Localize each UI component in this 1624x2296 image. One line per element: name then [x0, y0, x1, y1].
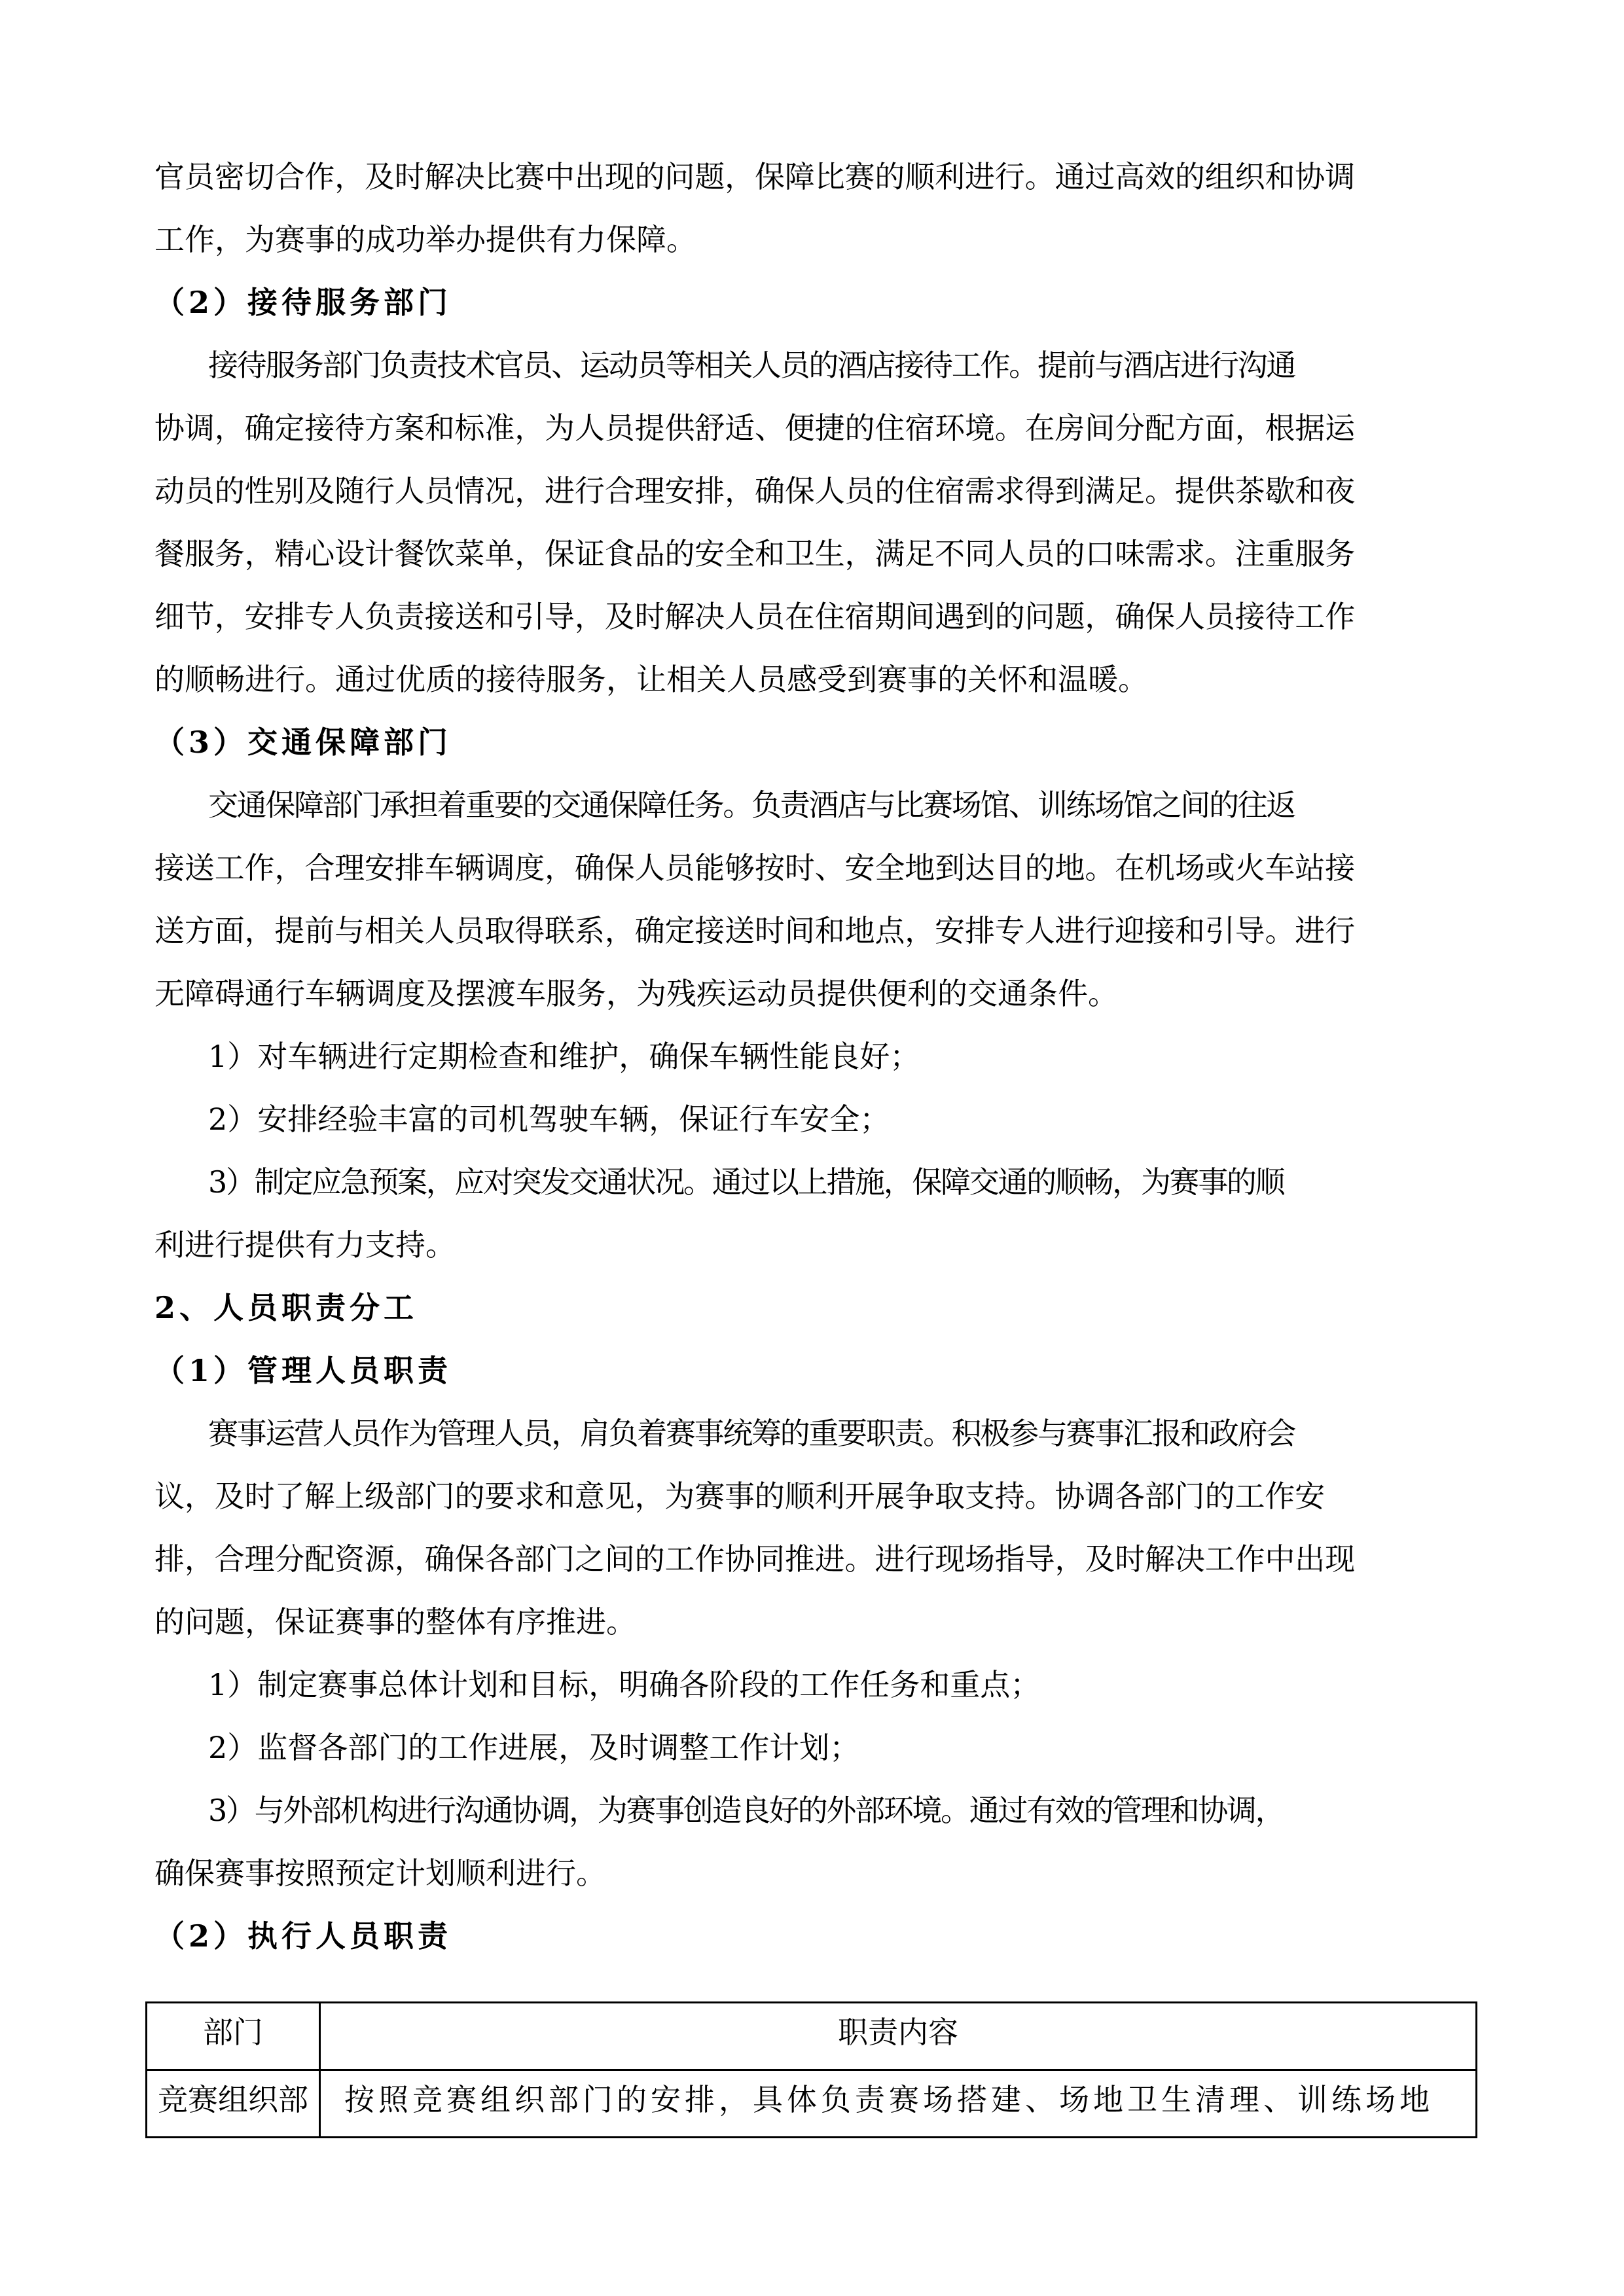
- paragraph-line: 送方面，提前与相关人员取得联系，确定接送时间和地点，安排专人进行迎接和引导。进行: [154, 913, 1356, 948]
- table-cell-duty: 按照竞赛组织部门的安排，具体负责赛场搭建、场地卫生清理、训练场地: [320, 2070, 1477, 2138]
- paragraph-line: 议，及时了解上级部门的要求和意见，为赛事的顺利开展争取支持。协调各部门的工作安: [154, 1479, 1326, 1514]
- paragraph-first-line: 接待服务部门负责技术官员、运动员等相关人员的酒店接待工作。提前与酒店进行沟通: [208, 348, 1295, 383]
- section-heading: （1）管理人员职责: [154, 1353, 452, 1388]
- table-cell-department: 竞赛组织部: [147, 2070, 320, 2138]
- section-heading: （2）执行人员职责: [154, 1918, 452, 1954]
- table-header-duty: 职责内容: [320, 2003, 1477, 2070]
- chapter-heading: 2、人员职责分工: [154, 1290, 418, 1325]
- paragraph-first-line: 3）制定应急预案，应对突发交通状况。通过以上措施，保障交通的顺畅，为赛事的顺: [208, 1164, 1284, 1200]
- paragraph-line: 动员的性别及随行人员情况，进行合理安排，确保人员的住宿需求得到满足。提供茶歇和夜: [154, 473, 1356, 509]
- paragraph-line: 协调，确定接待方案和标准，为人员提供舒适、便捷的住宿环境。在房间分配方面，根据运: [154, 410, 1356, 446]
- paragraph-line: 排，合理分配资源，确保各部门之间的工作协同推进。进行现场指导，及时解决工作中出现: [154, 1541, 1356, 1577]
- section-heading: （3）交通保障部门: [154, 725, 452, 760]
- paragraph-first-line: 2）监督各部门的工作进展，及时调整工作计划；: [208, 1730, 860, 1765]
- paragraph-line: 无障碍通行车辆调度及摆渡车服务，为残疾运动员提供便利的交通条件。: [154, 976, 1118, 1011]
- paragraph-line: 餐服务，精心设计餐饮菜单，保证食品的安全和卫生，满足不同人员的口味需求。注重服务: [154, 536, 1356, 571]
- duty-table: [145, 2001, 1477, 2138]
- paragraph-first-line: 3）与外部机构进行沟通协调，为赛事创造良好的外部环境。通过有效的管理和协调，: [208, 1793, 1284, 1828]
- paragraph-first-line: 1）制定赛事总体计划和目标，明确各阶段的工作任务和重点；: [208, 1667, 1041, 1702]
- paragraph-first-line: 交通保障部门承担着重要的交通保障任务。负责酒店与比赛场馆、训练场馆之间的往返: [208, 787, 1295, 823]
- paragraph-line: 利进行提供有力支持。: [154, 1227, 456, 1263]
- paragraph-line: 官员密切合作，及时解决比赛中出现的问题，保障比赛的顺利进行。通过高效的组织和协调: [154, 159, 1356, 194]
- paragraph-first-line: 1）对车辆进行定期检查和维护，确保车辆性能良好；: [208, 1039, 920, 1074]
- paragraph-line: 的顺畅进行。通过优质的接待服务，让相关人员感受到赛事的关怀和温暖。: [154, 662, 1148, 697]
- paragraph-line: 接送工作，合理安排车辆调度，确保人员能够按时、安全地到达目的地。在机场或火车站接: [154, 850, 1356, 886]
- paragraph-first-line: 2）安排经验丰富的司机驾驶车辆，保证行车安全；: [208, 1102, 890, 1137]
- paragraph-line: 工作，为赛事的成功举办提供有力保障。: [154, 222, 696, 257]
- paragraph-first-line: 赛事运营人员作为管理人员，肩负着赛事统筹的重要职责。积极参与赛事汇报和政府会: [208, 1416, 1295, 1451]
- table-header-row: [147, 2003, 1477, 2070]
- paragraph-line: 细节，安排专人负责接送和引导，及时解决人员在住宿期间遇到的问题，确保人员接待工作: [154, 599, 1356, 634]
- paragraph-line: 的问题，保证赛事的整体有序推进。: [154, 1604, 636, 1640]
- paragraph-line: 确保赛事按照预定计划顺利进行。: [154, 1856, 606, 1891]
- table-header-department: 部门: [147, 2003, 320, 2070]
- section-heading: （2）接待服务部门: [154, 285, 452, 320]
- table-row: [147, 2070, 1477, 2138]
